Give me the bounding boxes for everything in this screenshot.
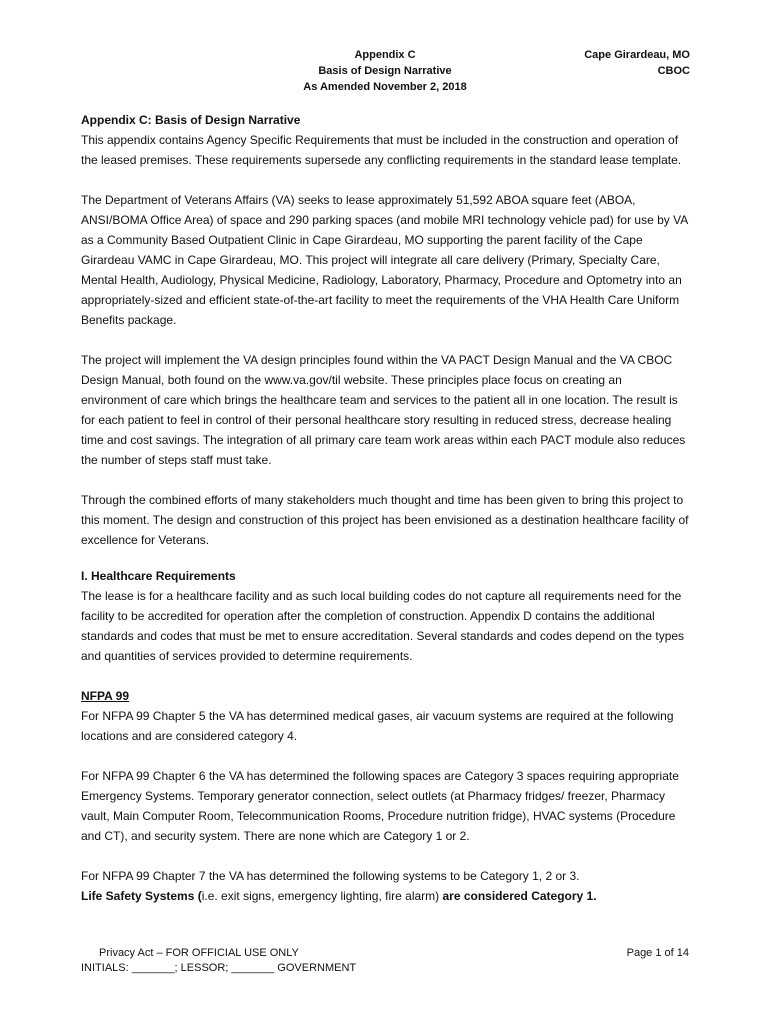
- life-safety-line: [81, 886, 689, 906]
- life-safety-examples: i.e. exit signs, emergency lighting, fire alarm): [201, 889, 440, 903]
- life-safety-category: are considered Category 1.: [439, 889, 597, 903]
- header-facility: CBOC: [657, 65, 690, 77]
- privacy-notice: Privacy Act – FOR OFFICIAL USE ONLY: [99, 947, 299, 959]
- document-header-location: [560, 47, 690, 79]
- healthcare-paragraph-1: The lease is for a healthcare facility and as such local building codes do not capture all requirements need for the facility to be accredited for operation after the completion of construction. Appendix D contains the additional standards and codes that must be met to ensure accreditation. Several standards and codes depend on the types and quantities of services provided to determine requirements.: [81, 589, 685, 663]
- document-header-title: [230, 47, 540, 95]
- header-city: Cape Girardeau, MO: [584, 49, 690, 61]
- header-amended-date: As Amended November 2, 2018: [303, 81, 467, 93]
- appendix-paragraph-4: Through the combined efforts of many stakeholders much thought and time has been given to bring this project to this moment. The design and construction of this project has been envisioned as a destination healthcare facility of excellence for Veterans.: [81, 493, 689, 547]
- nfpa-paragraph-3: For NFPA 99 Chapter 7 the VA has determined the following systems to be Category 1, 2 or 3.: [81, 869, 580, 883]
- header-appendix: Appendix C: [354, 49, 416, 61]
- nfpa-paragraph-2: For NFPA 99 Chapter 6 the VA has determined the following spaces are Category 3 spaces requiring appropriate Emergency Systems. Temporary generator connection, select outlets (at Pharmacy fridges/ freezer, Pharmacy vault, Main Computer Room, Telecommunication Rooms, Procedure nutrition fridge), HVAC systems (Procedure and CT), and security system. There are none which are Category 1 or 2.: [81, 769, 679, 843]
- header-narrative: Basis of Design Narrative: [318, 65, 452, 77]
- life-safety-label: Life Safety Systems (: [81, 889, 202, 903]
- nfpa-subheading: NFPA 99: [81, 689, 130, 703]
- page-number: Page 1 of 14: [626, 947, 689, 959]
- document-body: [81, 110, 689, 906]
- initials-line: INITIALS: _______; LESSOR; _______ GOVERNMENT: [81, 962, 357, 974]
- appendix-paragraph-1: This appendix contains Agency Specific Requirements that must be included in the construction and operation of the leased premises. These requirements supersede any conflicting requirements in the standard lease template.: [81, 133, 682, 167]
- appendix-paragraph-3: The project will implement the VA design principles found within the VA PACT Design Manual and the VA CBOC Design Manual, both found on the www.va.gov/til website. These principles place focus on creating an environment of care which brings the healthcare team and services to the patient all in one location. The result is for each patient to feel in control of their personal healthcare story resulting in reduced stress, decrease healing time and cost savings. The integration of all primary care team work areas within each PACT module also reduces the number of steps staff must take.: [81, 353, 686, 467]
- appendix-heading: Appendix C: Basis of Design Narrative: [81, 113, 301, 127]
- appendix-paragraph-2: The Department of Veterans Affairs (VA) seeks to lease approximately 51,592 ABOA square feet (ABOA, ANSI/BOMA Office Area) of space and 290 parking spaces (and mobile MRI technology vehicle pad) for use by VA as a Community Based Outpatient Clinic in Cape Girardeau, MO supporting the parent facility of the Cape Girardeau VAMC in Cape Girardeau, MO. This project will integrate all care delivery (Primary, Specialty Care, Mental Health, Audiology, Physical Medicine, Radiology, Laboratory, Pharmacy, Procedure and Optometry into an appropriately-sized and efficient state-of-the-art facility to meet the requirements of the VHA Health Care Uniform Benefits package.: [81, 193, 688, 327]
- healthcare-heading: I. Healthcare Requirements: [81, 569, 236, 583]
- nfpa-paragraph-1: For NFPA 99 Chapter 5 the VA has determined medical gases, air vacuum systems are required at the following locations and are considered category 4.: [81, 709, 674, 743]
